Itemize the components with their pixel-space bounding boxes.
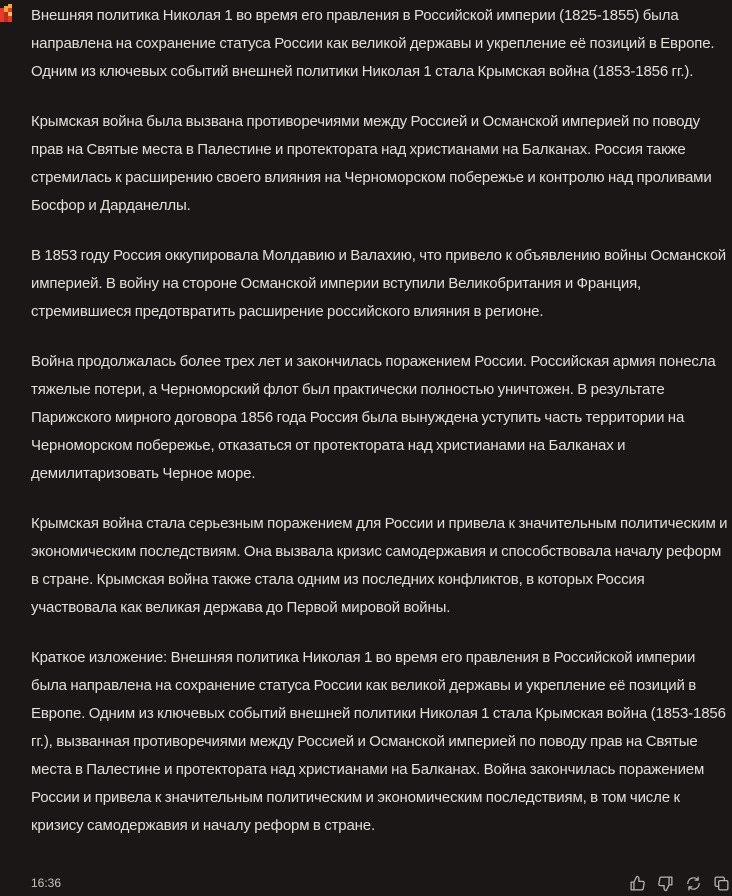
message-paragraph-6: Краткое изложение: Внешняя политика Николая 1 во время его правления в Российской империи была направлена на сохранение статуса России как великой державы и укрепление её позиций в Европе. Одним из ключевых событий внешней политики Николая 1 стала Крымская война (1853-1856 гг.), вызванная противоречиями между Россией и Османской империей по поводу прав на Святые места в Палестине и протектората над христианами на Балканах. Война закончилась поражением России и привела к значительным политическим и экономическим последствиям, в том числе к кризису самодержавия и началу реформ в стране.: [31, 649, 726, 834]
message-actions: [628, 872, 730, 894]
message-paragraph-4: Война продолжалась более трех лет и закончилась поражением России. Российская армия понесла тяжелые потери, а Черноморский флот был практически полностью уничтожен. В результате Парижского мирного договора 1856 года Россия была вынуждена уступить часть территории на Черноморском побережье, отказаться от протектората над христианами на Балканах и демилитаризовать Черное море.: [31, 353, 716, 482]
assistant-message: [31, 2, 731, 862]
copy-icon: [713, 875, 730, 892]
message-timestamp: 16:36: [31, 876, 62, 890]
assistant-avatar-icon: [0, 4, 12, 22]
message-paragraph-1: Внешняя политика Николая 1 во время его правления в Российской империи (1825-1855) была направлена на сохранение статуса России как великой державы и укрепление её позиций в Европе. Одним из ключевых событий внешней политики Николая 1 стала Крымская война (1853-1856 гг.).: [31, 7, 715, 80]
message-paragraph-2: Крымская война была вызвана противоречиями между Россией и Османской империей по поводу прав на Святые места в Палестине и протектората над христианами на Балканах. Россия также стремилась к расширению своего влияния на Черноморском побережье и контролю над проливами Босфор и Дарданеллы.: [31, 113, 712, 214]
like-button[interactable]: [628, 872, 646, 894]
thumbs-down-icon: [657, 875, 674, 892]
refresh-icon: [685, 875, 702, 892]
regenerate-button[interactable]: [684, 872, 702, 894]
thumbs-up-icon: [629, 875, 646, 892]
message-paragraph-3: В 1853 году Россия оккупировала Молдавию и Валахию, что привело к объявлению войны Османской империей. В войну на стороне Османской империи вступили Великобритания и Франция, стремившиеся предотвратить расширение российского влияния в регионе.: [31, 247, 727, 320]
message-paragraph-5: Крымская война стала серьезным поражением для России и привела к значительным политическим и экономическим последствиям. Она вызвала кризис самодержавия и способствовала началу реформ в стране. Крымская война также стала одним из последних конфликтов, в которых Россия участвовала как великая держава до Первой мировой войны.: [31, 515, 728, 616]
copy-button[interactable]: [712, 872, 730, 894]
message-footer: [31, 872, 732, 896]
dislike-button[interactable]: [656, 872, 674, 894]
